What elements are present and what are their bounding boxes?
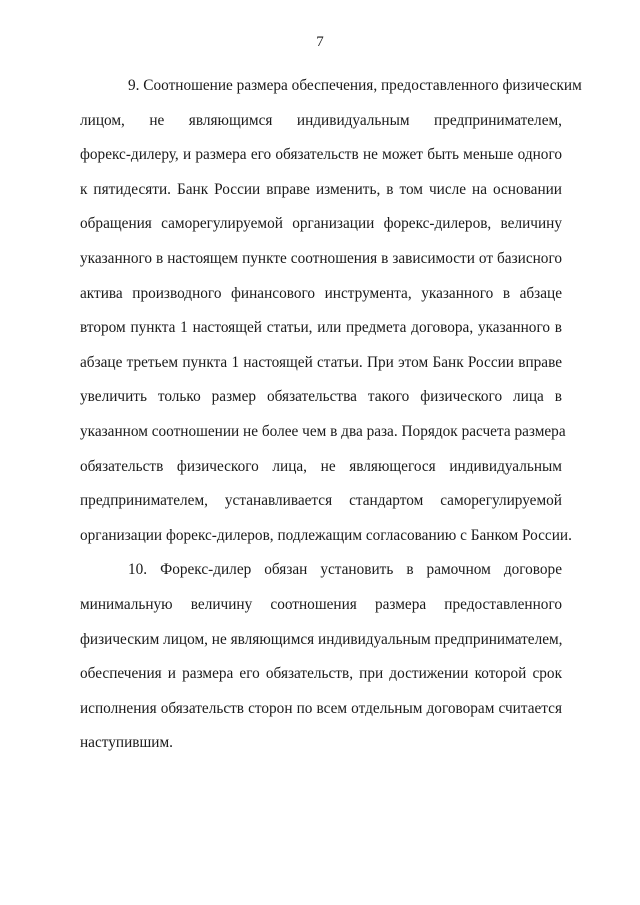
text-line: указанного в настоящем пункте соотношения в зависимости от базисного [80,249,562,267]
paragraph-9 [80,69,582,553]
text-line: организации форекс-дилеров, подлежащим согласованию с Банком России. [80,526,572,544]
text-line: предпринимателем, устанавливается стандартом саморегулируемой [80,492,562,510]
text-line: лицом, не являющимся индивидуальным предпринимателем, [80,111,562,129]
text-line: обращения саморегулируемой организации форекс-дилеров, величину [80,215,562,233]
text-line: минимальную величину соотношения размера предоставленного [80,595,562,613]
text-line: актива производного финансового инструмента, указанного в абзаце [80,284,562,302]
text-line: наступившим. [80,734,173,752]
text-line: втором пункта 1 настоящей статьи, или предмета договора, указанного в [80,319,562,337]
text-line: форекс-дилеру, и размера его обязательств не может быть меньше одного [80,146,562,164]
text-line: исполнения обязательств сторон по всем отдельным договорам считается [80,699,562,717]
text-line: физическим лицом, не являющимся индивидуальным предпринимателем, [80,630,563,648]
text-line: 9. Соотношение размера обеспечения, предоставленного физическим [128,77,582,94]
text-line: обеспечения и размера его обязательств, при достижении которой срок [80,665,562,683]
text-line: 10. Форекс-дилер обязан установить в рамочном договоре [128,561,562,579]
text-line: абзаце третьем пункта 1 настоящей статьи. При этом Банк России вправе [80,353,562,371]
text-line: обязательств физического лица, не являющегося индивидуальным [80,457,562,475]
text-line: к пятидесяти. Банк России вправе изменить, в том числе на основании [80,180,562,198]
text-line: указанном соотношении не более чем в два раза. Порядок расчета размера [80,422,566,440]
text-line: увеличить только размер обязательства такого физического лица в [80,388,562,406]
page-number: 7 [316,34,324,50]
document-body [80,69,582,761]
paragraph-10 [80,553,562,761]
